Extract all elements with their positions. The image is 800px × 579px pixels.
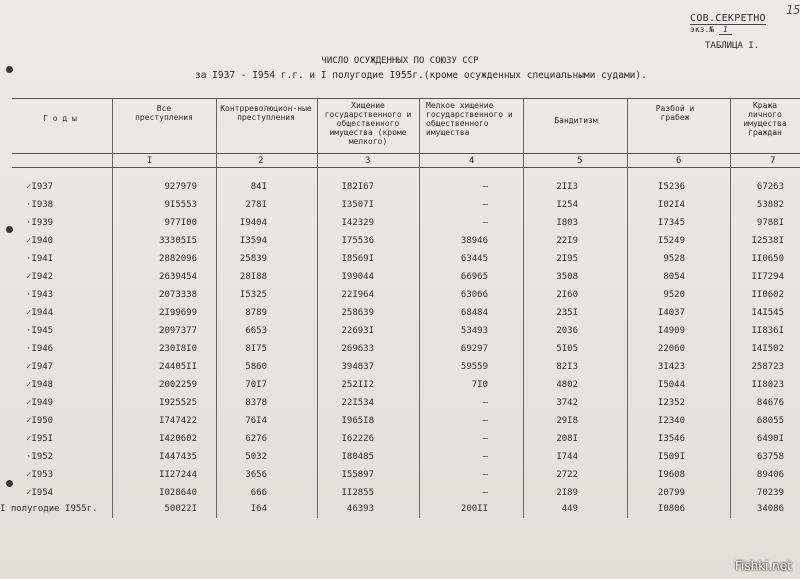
cell-banditry: 449 <box>561 504 578 514</box>
cell-state-theft: I42329 <box>341 218 374 228</box>
cell-counterrevolutionary: 8378 <box>245 398 267 408</box>
column-header-counterrevolutionary: Контрреволюцион-ные преступления <box>220 104 312 122</box>
cell-petty-theft: – <box>482 470 488 480</box>
cell-banditry: 22I9 <box>556 236 578 246</box>
cell-counterrevolutionary: 666 <box>250 488 267 498</box>
cell-banditry: 82I3 <box>556 362 578 372</box>
cell-robbery: I509I <box>657 452 685 462</box>
cell-personal-theft: 84676 <box>756 398 784 408</box>
cell-petty-theft: – <box>482 416 488 426</box>
column-header-robbery: Разбой и грабеж <box>655 104 695 122</box>
column-header-all-crimes: Все преступления <box>135 104 193 122</box>
table-row <box>0 290 800 308</box>
cell-banditry: 2036 <box>556 326 578 336</box>
cell-banditry: 2I89 <box>556 488 578 498</box>
secrecy-stamp: СОВ.СЕКРЕТНО <box>690 13 766 24</box>
table-row <box>0 344 800 362</box>
cell-petty-theft: 7I0 <box>471 380 488 390</box>
cell-state-theft: I99044 <box>341 272 374 282</box>
cell-petty-theft: 63066 <box>460 290 488 300</box>
cell-personal-theft: II836I <box>751 326 784 336</box>
cell-robbery: I2340 <box>657 416 685 426</box>
cell-all-crimes: 2073338 <box>159 290 197 300</box>
cell-personal-theft: 34086 <box>756 504 784 514</box>
cell-counterrevolutionary: 70I7 <box>245 380 267 390</box>
table-row <box>0 416 800 434</box>
column-header-petty-theft: Мелкое хищение государственного и общественного имущества <box>426 101 513 137</box>
cell-state-theft: 46393 <box>346 504 374 514</box>
cell-personal-theft: II0602 <box>751 290 784 300</box>
header-rule <box>12 153 800 154</box>
cell-banditry: 5I05 <box>556 344 578 354</box>
cell-petty-theft: 38946 <box>460 236 488 246</box>
table-row <box>0 200 800 218</box>
year-cell: ✓I953 <box>26 470 54 480</box>
table-row <box>0 326 800 344</box>
year-cell: ✓I947 <box>26 362 54 372</box>
year-cell: ·I94I <box>26 254 54 264</box>
cell-robbery: I4037 <box>657 308 685 318</box>
cell-robbery: 3I423 <box>657 362 685 372</box>
table-row <box>0 308 800 326</box>
table-row <box>0 362 800 380</box>
cell-petty-theft: 59559 <box>460 362 488 372</box>
cell-all-crimes: 9I5553 <box>164 200 197 210</box>
cell-robbery: I02I4 <box>657 200 685 210</box>
year-cell: ·I939 <box>26 218 54 228</box>
cell-personal-theft: 67263 <box>756 182 784 192</box>
cell-all-crimes: 50022I <box>164 504 197 514</box>
cell-personal-theft: I4I502 <box>751 344 784 354</box>
cell-robbery: 9528 <box>663 254 685 264</box>
cell-petty-theft: – <box>482 218 488 228</box>
year-cell: ✓I950 <box>26 416 54 426</box>
cell-petty-theft: 53493 <box>460 326 488 336</box>
cell-counterrevolutionary: 84I <box>250 182 267 192</box>
cell-personal-theft: II8023 <box>751 380 784 390</box>
cell-personal-theft: I4I545 <box>751 308 784 318</box>
year-cell: ✓I948 <box>26 380 54 390</box>
cell-petty-theft: – <box>482 200 488 210</box>
cell-petty-theft: 63445 <box>460 254 488 264</box>
cell-personal-theft: 70239 <box>756 488 784 498</box>
year-cell: ·I938 <box>26 200 54 210</box>
cell-counterrevolutionary: 6653 <box>245 326 267 336</box>
cell-banditry: 3508 <box>556 272 578 282</box>
cell-banditry: 4802 <box>556 380 578 390</box>
cell-all-crimes: I447435 <box>159 452 197 462</box>
cell-personal-theft: 89406 <box>756 470 784 480</box>
cell-banditry: 2722 <box>556 470 578 480</box>
table-row <box>0 182 800 200</box>
table-row <box>0 272 800 290</box>
cell-robbery: I2352 <box>657 398 685 408</box>
column-header-banditry: Бандитизм <box>554 116 598 125</box>
column-number: 2 <box>258 156 264 166</box>
cell-personal-theft: 6490I <box>756 434 784 444</box>
cell-state-theft: 394837 <box>341 362 374 372</box>
cell-banditry: 29I8 <box>556 416 578 426</box>
column-number: 4 <box>469 156 475 166</box>
cell-robbery: 22060 <box>657 344 685 354</box>
column-number: I <box>147 156 153 166</box>
cell-all-crimes: 927979 <box>164 182 197 192</box>
cell-personal-theft: 63758 <box>756 452 784 462</box>
cell-all-crimes: 24405II <box>159 362 197 372</box>
cell-counterrevolutionary: 3656 <box>245 470 267 480</box>
cell-personal-theft: I2538I <box>751 236 784 246</box>
year-cell: ✓I942 <box>26 272 54 282</box>
cell-robbery: I5236 <box>657 182 685 192</box>
cell-counterrevolutionary: I64 <box>250 504 267 514</box>
cell-all-crimes: I925525 <box>159 398 197 408</box>
cell-all-crimes: I028640 <box>159 488 197 498</box>
column-number: 6 <box>676 156 682 166</box>
table-row <box>0 380 800 398</box>
column-number: 7 <box>770 156 776 166</box>
cell-state-theft: I62226 <box>341 434 374 444</box>
year-cell: I полугодие I955г. <box>0 504 98 514</box>
table-row <box>0 470 800 488</box>
cell-state-theft: 269633 <box>341 344 374 354</box>
column-header-state-theft: Хищение государственного и общественного имущества (кроме мелкого) <box>324 101 412 146</box>
cell-all-crimes: 977I00 <box>164 218 197 228</box>
year-cell: ·I952 <box>26 452 54 462</box>
column-header-years: Г о д ы <box>43 114 77 123</box>
binder-hole <box>6 66 13 73</box>
page-mark: 15 <box>786 3 800 17</box>
cell-counterrevolutionary: 8789 <box>245 308 267 318</box>
cell-all-crimes: 2882096 <box>159 254 197 264</box>
cell-counterrevolutionary: I9404 <box>239 218 267 228</box>
cell-banditry: I254 <box>556 200 578 210</box>
cell-robbery: I3546 <box>657 434 685 444</box>
cell-state-theft: 22693I <box>341 326 374 336</box>
cell-state-theft: 22I534 <box>341 398 374 408</box>
cell-all-crimes: 230I8I0 <box>159 344 197 354</box>
cell-state-theft: I3507I <box>341 200 374 210</box>
year-cell: ✓I954 <box>26 488 54 498</box>
cell-petty-theft: – <box>482 182 488 192</box>
cell-robbery: I7345 <box>657 218 685 228</box>
cell-counterrevolutionary: 25839 <box>239 254 267 264</box>
cell-counterrevolutionary: 8I75 <box>245 344 267 354</box>
document-title: ЧИСЛО ОСУЖДЕННЫХ ПО СОЮЗУ ССР <box>321 56 479 66</box>
cell-personal-theft: 258723 <box>751 362 784 372</box>
column-number: 3 <box>365 156 371 166</box>
cell-petty-theft: 68484 <box>460 308 488 318</box>
cell-personal-theft: II7294 <box>751 272 784 282</box>
cell-personal-theft: 68055 <box>756 416 784 426</box>
table-row-half-year <box>0 504 800 522</box>
cell-robbery: I5044 <box>657 380 685 390</box>
table-label: ТАБЛИЦА I. <box>705 41 760 51</box>
year-cell: ✓I95I <box>26 434 54 444</box>
year-cell: ✓I949 <box>26 398 54 408</box>
watermark: Fishki.net <box>734 559 792 573</box>
cell-counterrevolutionary: I3594 <box>239 236 267 246</box>
cell-petty-theft: – <box>482 488 488 498</box>
table-row <box>0 434 800 452</box>
cell-petty-theft: – <box>482 434 488 444</box>
year-cell: ✓I940 <box>26 236 54 246</box>
cell-counterrevolutionary: 5860 <box>245 362 267 372</box>
cell-all-crimes: I747422 <box>159 416 197 426</box>
cell-state-theft: 252II2 <box>341 380 374 390</box>
cell-petty-theft: – <box>482 452 488 462</box>
cell-petty-theft: 200II <box>460 504 488 514</box>
cell-all-crimes: 2097377 <box>159 326 197 336</box>
cell-all-crimes: 2I99699 <box>159 308 197 318</box>
cell-banditry: I744 <box>556 452 578 462</box>
table-row <box>0 236 800 254</box>
cell-banditry: 235I <box>556 308 578 318</box>
column-header-personal-theft: Кража личного имущества граждан <box>743 101 787 137</box>
cell-all-crimes: II27244 <box>159 470 197 480</box>
cell-counterrevolutionary: I5325 <box>239 290 267 300</box>
cell-all-crimes: 2639454 <box>159 272 197 282</box>
cell-state-theft: I80485 <box>341 452 374 462</box>
cell-robbery: I0806 <box>657 504 685 514</box>
cell-state-theft: I55897 <box>341 470 374 480</box>
year-cell: ✓I937 <box>26 182 54 192</box>
cell-personal-theft: II0650 <box>751 254 784 264</box>
cell-banditry: 2I60 <box>556 290 578 300</box>
copy-number: экз.№ 1 <box>690 25 732 34</box>
cell-banditry: 3742 <box>556 398 578 408</box>
table-top-rule <box>12 98 800 99</box>
cell-all-crimes: 2002259 <box>159 380 197 390</box>
cell-banditry: 2I95 <box>556 254 578 264</box>
cell-state-theft: 258639 <box>341 308 374 318</box>
cell-personal-theft: 9788I <box>756 218 784 228</box>
cell-robbery: I5249 <box>657 236 685 246</box>
cell-counterrevolutionary: 278I <box>245 200 267 210</box>
cell-robbery: 20799 <box>657 488 685 498</box>
cell-state-theft: II2855 <box>341 488 374 498</box>
cell-petty-theft: – <box>482 398 488 408</box>
column-number: 5 <box>577 156 583 166</box>
year-cell: ·I946 <box>26 344 54 354</box>
cell-state-theft: I8569I <box>341 254 374 264</box>
cell-counterrevolutionary: 28I88 <box>239 272 267 282</box>
table-row <box>0 218 800 236</box>
cell-all-crimes: I420602 <box>159 434 197 444</box>
table-row <box>0 452 800 470</box>
colnum-rule <box>12 167 800 168</box>
cell-all-crimes: 33305I5 <box>159 236 197 246</box>
cell-state-theft: I965I8 <box>341 416 374 426</box>
year-cell: ·I945 <box>26 326 54 336</box>
cell-state-theft: I82I67 <box>341 182 374 192</box>
cell-counterrevolutionary: 5032 <box>245 452 267 462</box>
cell-banditry: 208I <box>556 434 578 444</box>
cell-state-theft: I75536 <box>341 236 374 246</box>
cell-state-theft: 22I964 <box>341 290 374 300</box>
document-subtitle: за I937 - I954 г.г. и I полугодие I955г.(кроме осужденных специальными судами). <box>195 70 647 81</box>
cell-robbery: I4909 <box>657 326 685 336</box>
cell-banditry: 2II3 <box>556 182 578 192</box>
cell-robbery: 8054 <box>663 272 685 282</box>
cell-banditry: I803 <box>556 218 578 228</box>
year-cell: ✓I944 <box>26 308 54 318</box>
cell-counterrevolutionary: 76I4 <box>245 416 267 426</box>
year-cell: ·I943 <box>26 290 54 300</box>
cell-counterrevolutionary: 6276 <box>245 434 267 444</box>
cell-personal-theft: 53882 <box>756 200 784 210</box>
cell-robbery: 9520 <box>663 290 685 300</box>
table-row <box>0 398 800 416</box>
cell-robbery: I9608 <box>657 470 685 480</box>
table-row <box>0 254 800 272</box>
cell-petty-theft: 69297 <box>460 344 488 354</box>
cell-petty-theft: 66965 <box>460 272 488 282</box>
